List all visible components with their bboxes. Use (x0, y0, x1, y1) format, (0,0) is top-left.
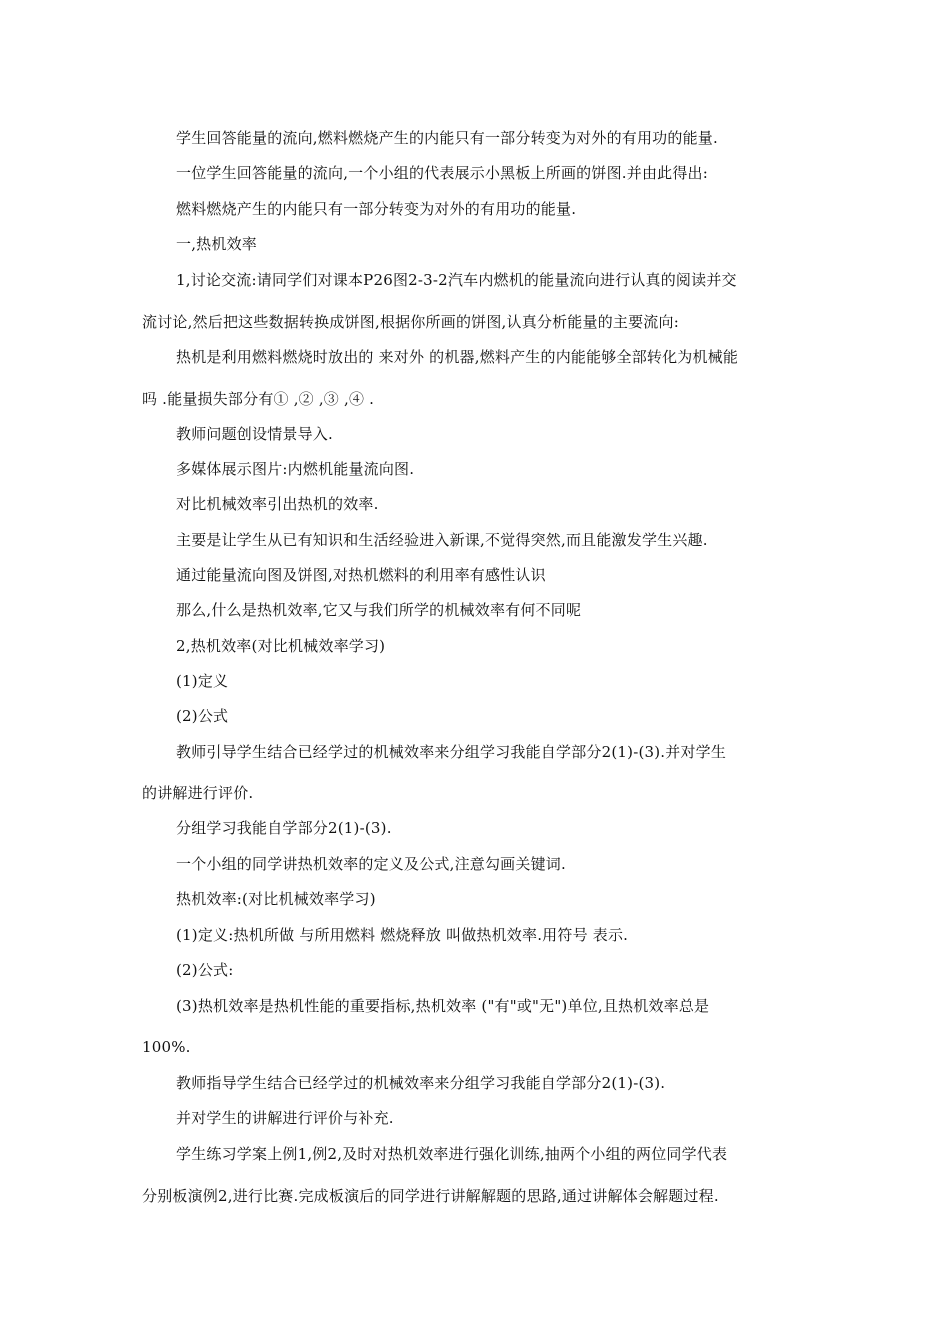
paragraph-line: 吗 .能量损失部分有① ,② ,③ ,④ . (142, 390, 375, 408)
paragraph-line: 并对学生的讲解进行评价与补充. (176, 1109, 394, 1127)
paragraph-line: 主要是让学生从已有知识和生活经验进入新课,不觉得突然,而且能激发学生兴趣. (176, 531, 708, 549)
paragraph-line: 学生练习学案上例1,例2,及时对热机效率进行强化训练,抽两个小组的两位同学代表 (176, 1145, 728, 1163)
paragraph-line: 燃料燃烧产生的内能只有一部分转变为对外的有用功的能量. (176, 200, 577, 218)
paragraph-line: 热机是利用燃料燃烧时放出的 来对外 的机器,燃料产生的内能能够全部转化为机械能 (176, 348, 739, 366)
paragraph-line: (2)公式 (176, 707, 229, 725)
paragraph-line: 那么,什么是热机效率,它又与我们所学的机械效率有何不同呢 (176, 601, 582, 619)
paragraph-line: 教师问题创设情景导入. (176, 425, 333, 443)
paragraph-line: 教师引导学生结合已经学过的机械效率来分组学习我能自学部分2(1)-(3).并对学生 (176, 743, 727, 761)
paragraph-line: 对比机械效率引出热机的效率. (176, 495, 379, 513)
paragraph-line: (3)热机效率是热机性能的重要指标,热机效率 ("有"或"无")单位,且热机效率总是 (176, 997, 710, 1015)
paragraph-line: 多媒体展示图片:内燃机能量流向图. (176, 460, 415, 478)
paragraph-line: 1,讨论交流:请同学们对课本P26图2-3-2汽车内燃机的能量流向进行认真的阅读并交 (176, 271, 737, 289)
paragraph-line: (2)公式: (176, 961, 234, 979)
paragraph-line: (1)定义:热机所做 与所用燃料 燃烧释放 叫做热机效率.用符号 表示. (176, 926, 629, 944)
section-heading: 2,热机效率(对比机械效率学习) (176, 637, 386, 655)
paragraph-line: 分别板演例2,进行比赛.完成板演后的同学进行讲解解题的思路,通过讲解体会解题过程. (142, 1187, 719, 1205)
paragraph-line: 通过能量流向图及饼图,对热机燃料的利用率有感性认识 (176, 566, 546, 584)
paragraph-line: 的讲解进行评价. (142, 784, 254, 802)
paragraph-line: 教师指导学生结合已经学过的机械效率来分组学习我能自学部分2(1)-(3). (176, 1074, 666, 1092)
paragraph-line: 分组学习我能自学部分2(1)-(3). (176, 819, 392, 837)
section-heading: 一,热机效率 (176, 235, 257, 253)
paragraph-line: 热机效率:(对比机械效率学习) (176, 890, 376, 908)
paragraph-line: 一位学生回答能量的流向,一个小组的代表展示小黑板上所画的饼图.并由此得出: (176, 164, 708, 182)
paragraph-line: (1)定义 (176, 672, 229, 690)
paragraph-line: 学生回答能量的流向,燃料燃烧产生的内能只有一部分转变为对外的有用功的能量. (176, 129, 718, 147)
paragraph-line: 一个小组的同学讲热机效率的定义及公式,注意勾画关键词. (176, 855, 566, 873)
paragraph-line: 100%. (142, 1038, 191, 1056)
paragraph-line: 流讨论,然后把这些数据转换成饼图,根据你所画的饼图,认真分析能量的主要流向: (142, 313, 679, 331)
